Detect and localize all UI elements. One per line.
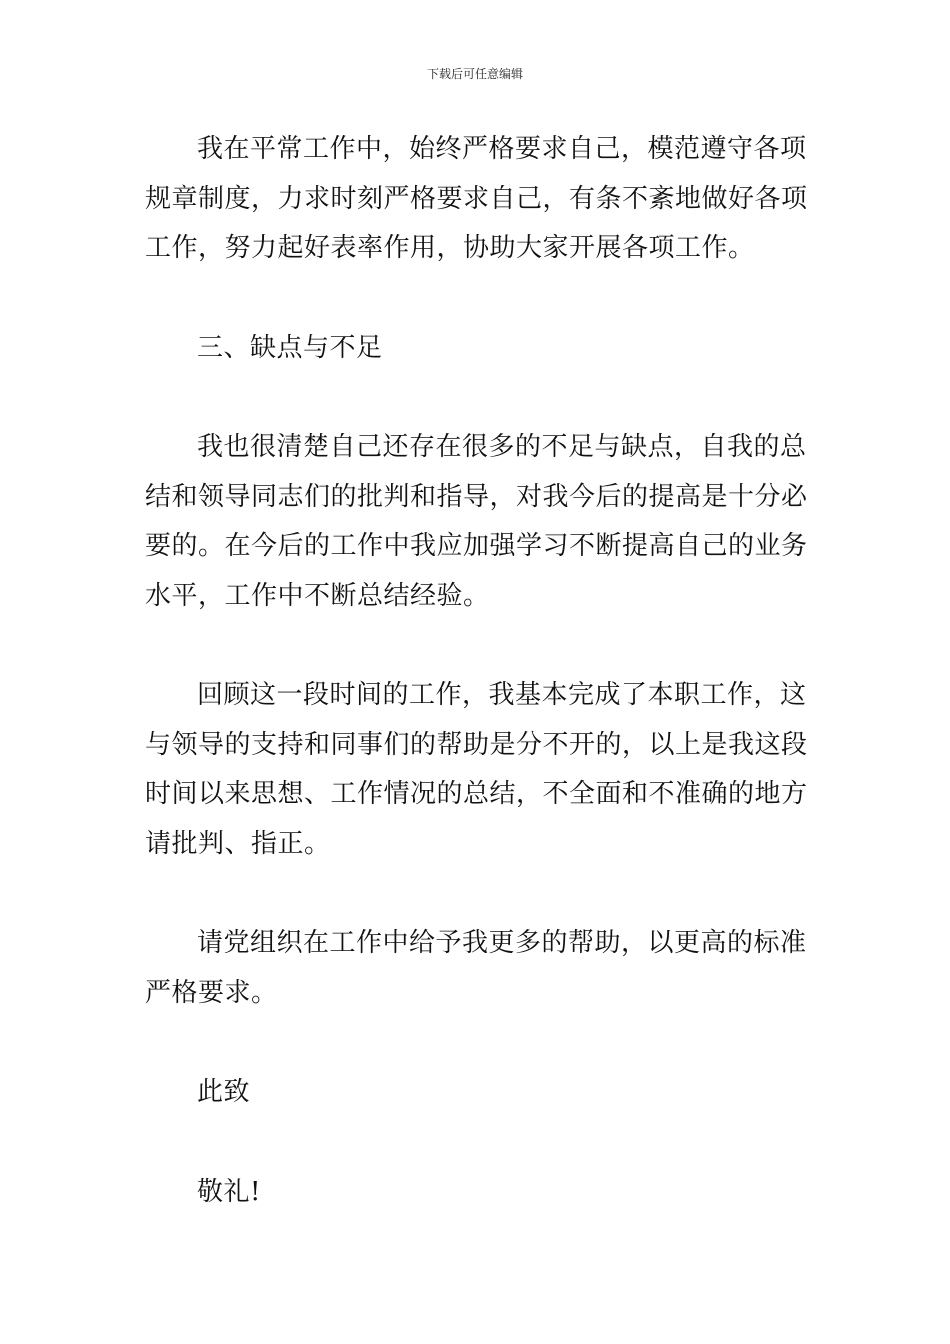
section-heading-shortcomings: 三、缺点与不足: [197, 332, 383, 363]
paragraph-shortcomings: 我也很清楚自己还存在很多的不足与缺点，自我的总结和领导同志们的批判和指导，对我今后的提高是十分必要的。在今后的工作中我应加强学习不断提高自己的业务水平，工作中不断总结经验。: [145, 432, 808, 611]
paragraph-gap: [145, 621, 809, 671]
paragraph-review: 回顾这一段时间的工作，我基本完成了本职工作，这与领导的支持和同事们的帮助是分不开的，以上是我这段时间以来思想、工作情况的总结，不全面和不准确的地方请批判、指正。: [145, 680, 808, 859]
paragraph-work-attitude: 我在平常工作中，始终严格要求自己，模范遵守各项规章制度，力求时刻严格要求自己，有条不紊地做好各项工作，努力起好表率作用，协助大家开展各项工作。: [145, 134, 808, 263]
paragraph-gap: [145, 373, 809, 423]
header-note: 下载后可任意编辑: [426, 67, 523, 81]
closing-salutation: 此致: [197, 1077, 251, 1107]
paragraph-request: 请党组织在工作中给予我更多的帮助，以更高的标准严格要求。: [145, 928, 807, 1008]
paragraph-gap: [145, 274, 809, 324]
paragraph-gap: [145, 869, 809, 919]
document-body: [145, 125, 809, 1217]
closing-regards: 敬礼!: [197, 1176, 261, 1207]
paragraph-gap: [145, 1118, 809, 1168]
paragraph-gap: [145, 1018, 809, 1068]
